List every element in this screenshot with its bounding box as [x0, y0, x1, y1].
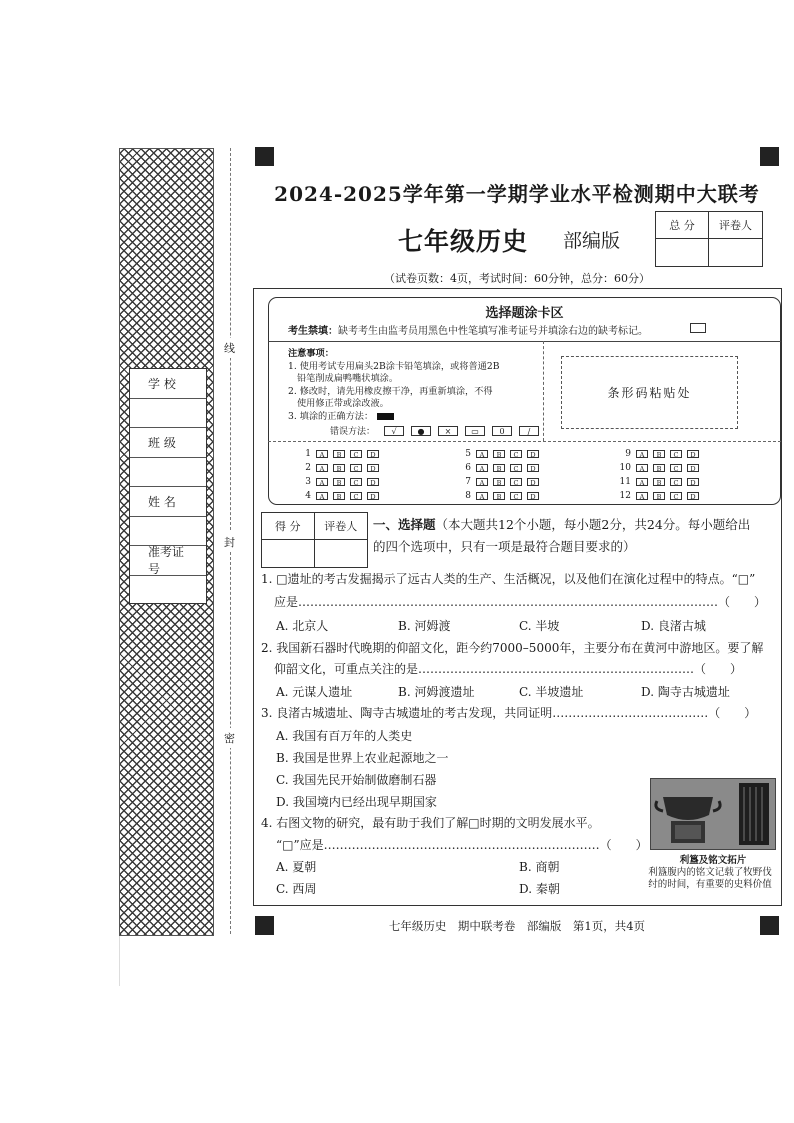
li-gui-bronze-illustration — [651, 779, 775, 849]
question-number: 5 — [465, 449, 471, 459]
answer-row — [297, 475, 384, 489]
question-2-stem-2: 仰韶文化，可重点关注的是……………………………………………………………（ ） — [274, 662, 743, 676]
grader-label: 评卷人 — [315, 513, 368, 540]
option[interactable]: A. 我国有百万年的人类史 — [276, 729, 413, 743]
answer-row — [297, 489, 384, 503]
answer-bubble[interactable]: D — [367, 464, 379, 473]
answer-bubble[interactable]: A — [636, 478, 648, 487]
exam-info: （试卷页数：4页，考试时间：60分钟，总分：60分） — [384, 272, 650, 285]
notes-title: 注意事项： — [288, 348, 334, 359]
option[interactable]: D. 陶寺古城遗址 — [641, 685, 730, 699]
question-number: 8 — [465, 491, 471, 501]
wrong-mark: × — [438, 426, 458, 436]
option[interactable]: A. 元谋人遗址 — [276, 685, 353, 699]
answer-bubble[interactable]: A — [636, 464, 648, 473]
answer-bubble[interactable]: D — [687, 492, 699, 501]
edition-label: 部编版 — [563, 230, 621, 252]
answer-bubble[interactable]: D — [527, 450, 539, 459]
answer-row — [297, 447, 384, 461]
answer-bubble[interactable]: A — [476, 464, 488, 473]
student-info-box — [129, 368, 207, 604]
option[interactable]: B. 河姆渡遗址 — [398, 685, 475, 699]
answer-bubble[interactable]: D — [527, 492, 539, 501]
absence-warning — [288, 322, 648, 337]
school-label: 学 校 — [130, 369, 206, 399]
section-title: 一、选择题 — [373, 517, 436, 532]
question-1-stem: 1. □遗址的考古发掘揭示了远古人类的生产、生活概况，以及他们在演化过程中的特点。“□” — [261, 572, 756, 586]
corner-mark-top-right — [760, 147, 779, 166]
corner-mark-top-left — [255, 147, 274, 166]
answer-bubble[interactable]: B — [333, 492, 345, 501]
notes — [288, 348, 538, 423]
answer-bubble[interactable]: C — [350, 450, 362, 459]
score-cell[interactable] — [262, 540, 315, 567]
artifact-caption-title: 利簋及铭文拓片 — [679, 855, 747, 866]
wrong-mark: / — [519, 426, 539, 436]
answer-row — [457, 461, 544, 475]
page-footer: 七年级历史 期中联考卷 部编版 第1页，共4页 — [388, 919, 646, 933]
correct-fill-sample — [377, 413, 394, 420]
answer-bubble[interactable]: D — [687, 478, 699, 487]
question-number: 1 — [305, 449, 311, 459]
answer-column-1 — [297, 447, 384, 503]
answer-bubble[interactable]: B — [493, 464, 505, 473]
answer-row — [457, 475, 544, 489]
section-score-table — [261, 512, 368, 568]
wrong-mark: √ — [384, 426, 404, 436]
question-number: 12 — [619, 491, 631, 501]
wrong-mark: ▭ — [465, 426, 485, 436]
answer-row — [617, 461, 704, 475]
answer-bubble[interactable]: D — [687, 450, 699, 459]
answer-row — [297, 461, 384, 475]
question-number: 7 — [465, 477, 471, 487]
question-number: 2 — [305, 463, 311, 473]
answer-bubble[interactable]: A — [316, 478, 328, 487]
total-score-cell[interactable] — [656, 239, 709, 266]
note-line: 3. 填涂的正确方法： — [288, 411, 538, 424]
seal-label: 封 — [224, 532, 235, 552]
answer-bubble[interactable]: A — [476, 492, 488, 501]
option[interactable]: C. 半坡遗址 — [519, 685, 584, 699]
note-line: 铅笔削成扁鸭嘴状填涂。 — [297, 373, 399, 384]
answer-bubble[interactable]: D — [527, 464, 539, 473]
card-divider — [268, 341, 781, 342]
artifact-image — [650, 778, 776, 850]
answer-bubble[interactable]: B — [333, 450, 345, 459]
answer-bubble[interactable]: B — [493, 478, 505, 487]
answer-row — [617, 447, 704, 461]
warning-text: 缺考考生由监考员用黑色中性笔填写准考证号并填涂右边的缺考标记。 — [338, 326, 648, 337]
artifact-caption-text-2: 纣的时间，有重要的史料价值 — [648, 879, 772, 890]
note-line: 2. 修改时，请先用橡皮擦干净，再重新填涂，不得 — [288, 385, 493, 397]
line-label: 线 — [224, 338, 235, 358]
section-desc-2: 的四个选项中，只有一项是最符合题目要求的） — [373, 539, 636, 554]
grader-cell[interactable] — [315, 540, 368, 567]
secret-label: 密 — [224, 728, 235, 748]
answer-bubble[interactable]: B — [333, 464, 345, 473]
wrong-mark: 0 — [492, 426, 512, 436]
answer-card-title: 选择题涂卡区 — [485, 306, 564, 321]
exam-id-field[interactable] — [130, 576, 206, 606]
artifact-caption-text: 利簋腹内的铭文记载了牧野伐 — [648, 867, 772, 878]
option[interactable]: C. 西周 — [276, 882, 317, 896]
answer-row — [617, 475, 704, 489]
question-number: 11 — [619, 477, 631, 487]
answer-bubble[interactable]: B — [653, 478, 665, 487]
question-4-stem-2: “□”应是……………………………………………………………（ ） — [276, 838, 648, 852]
option[interactable]: B. 商朝 — [519, 860, 560, 874]
answer-bubble[interactable]: B — [653, 464, 665, 473]
wrong-methods — [330, 424, 539, 437]
answer-row — [617, 489, 704, 503]
answer-column-3 — [617, 447, 704, 503]
section-heading — [373, 514, 781, 558]
answer-bubble[interactable]: C — [670, 464, 682, 473]
option[interactable]: D. 我国境内已经出现早期国家 — [276, 795, 437, 809]
answer-bubble[interactable]: C — [350, 492, 362, 501]
score-label: 得 分 — [262, 513, 315, 540]
question-number: 3 — [305, 477, 311, 487]
class-field[interactable] — [130, 458, 206, 488]
answer-bubble[interactable]: C — [350, 478, 362, 487]
total-score-label: 总 分 — [656, 212, 709, 239]
answer-bubble[interactable]: C — [670, 492, 682, 501]
option[interactable]: D. 良渚古城 — [641, 619, 706, 633]
card-divider-vertical — [543, 341, 544, 441]
answer-bubble[interactable]: A — [476, 478, 488, 487]
warning-label: 考生禁填： — [288, 326, 338, 337]
answer-bubble[interactable]: B — [493, 492, 505, 501]
name-label: 姓 名 — [130, 487, 206, 517]
answer-bubble[interactable]: D — [367, 450, 379, 459]
answer-bubble[interactable]: C — [670, 478, 682, 487]
question-number: 9 — [625, 449, 631, 459]
option[interactable]: A. 北京人 — [276, 619, 329, 633]
section-desc: （本大题共12个小题，每小题2分，共24分。每小题给出 — [435, 517, 751, 532]
option[interactable]: B. 我国是世界上农业起源地之一 — [276, 751, 449, 765]
subject-title: 七年级历史 — [398, 227, 529, 256]
exam-title: 2024-2025学年第一学期学业水平检测期中大联考 — [274, 182, 760, 206]
exam-id-label: 准考证号 — [130, 546, 206, 576]
answer-bubble[interactable]: A — [316, 492, 328, 501]
note-line: 1. 使用考试专用扁头2B涂卡铅笔填涂，或将普通2B — [288, 360, 500, 372]
answer-bubble[interactable]: C — [510, 492, 522, 501]
card-divider-lower — [268, 441, 781, 442]
answer-bubble[interactable]: B — [653, 492, 665, 501]
answer-column-2 — [457, 447, 544, 503]
question-number: 10 — [619, 463, 631, 473]
absence-mark-box[interactable] — [690, 323, 706, 333]
option[interactable]: B. 河姆渡 — [398, 619, 451, 633]
answer-row — [457, 489, 544, 503]
question-3-stem: 3. 良渚古城遗址、陶寺古城遗址的考古发现，共同证明…………………………………（ ） — [261, 706, 757, 720]
school-field[interactable] — [130, 399, 206, 429]
answer-bubble[interactable]: D — [367, 478, 379, 487]
question-4-stem: 4. 右图文物的研究，最有助于我们了解□时期的文明发展水平。 — [261, 816, 600, 830]
answer-bubble[interactable]: A — [636, 492, 648, 501]
margin-line — [119, 936, 120, 986]
answer-bubble[interactable]: C — [350, 464, 362, 473]
answer-bubble[interactable]: C — [510, 478, 522, 487]
name-field[interactable] — [130, 517, 206, 547]
question-2-stem: 2. 我国新石器时代晚期的仰韶文化，距今约7000–5000年，主要分布在黄河中游地区。要了解 — [261, 641, 764, 655]
option[interactable]: A. 夏朝 — [276, 860, 317, 874]
option[interactable]: C. 我国先民开始制做磨制石器 — [276, 773, 437, 787]
answer-bubble[interactable]: A — [316, 450, 328, 459]
wrong-label: 错误方法： — [330, 427, 376, 437]
answer-bubble[interactable]: D — [527, 478, 539, 487]
answer-bubble[interactable]: A — [476, 450, 488, 459]
barcode-area: 条形码粘贴处 — [561, 356, 738, 429]
question-number: 4 — [305, 491, 311, 501]
grader-label: 评卷人 — [709, 212, 762, 239]
note-line: 使用修正带或涂改液。 — [297, 398, 389, 409]
answer-bubble[interactable]: D — [367, 492, 379, 501]
answer-bubble[interactable]: D — [687, 464, 699, 473]
answer-bubble[interactable]: C — [510, 450, 522, 459]
question-number: 6 — [465, 463, 471, 473]
answer-bubble[interactable]: A — [316, 464, 328, 473]
grader-cell[interactable] — [709, 239, 762, 266]
answer-bubble[interactable]: A — [636, 450, 648, 459]
question-1-stem-2: 应是……………………………………………………………………………………………（ ） — [274, 595, 767, 609]
option[interactable]: C. 半坡 — [519, 619, 560, 633]
answer-bubble[interactable]: B — [333, 478, 345, 487]
wrong-mark: ● — [411, 426, 431, 436]
answer-bubble[interactable]: C — [670, 450, 682, 459]
option[interactable]: D. 秦朝 — [519, 882, 560, 896]
answer-bubble[interactable]: B — [493, 450, 505, 459]
class-label: 班 级 — [130, 428, 206, 458]
answer-bubble[interactable]: C — [510, 464, 522, 473]
score-table — [655, 211, 763, 267]
answer-row — [457, 447, 544, 461]
answer-bubble[interactable]: B — [653, 450, 665, 459]
